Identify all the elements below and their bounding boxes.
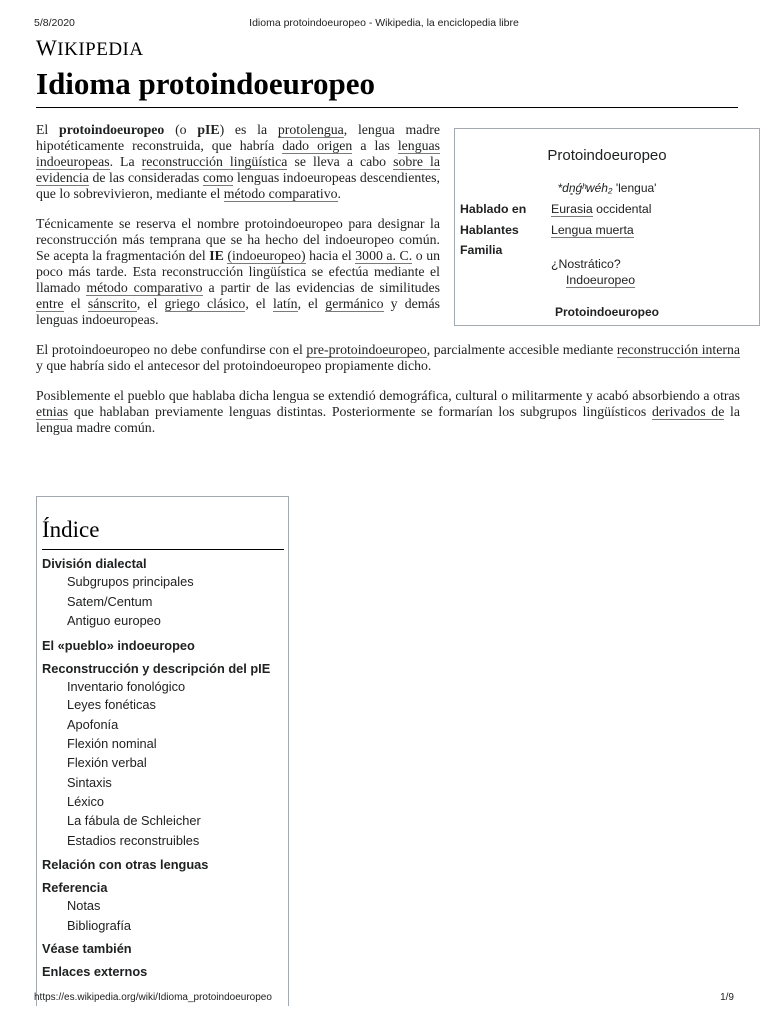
- text: Posiblemente el pueblo que hablaba dicha lengua se extendió demográfica, cultural o militarmente y acabó absorbiendo a otras: [36, 388, 740, 403]
- griego-clasico-link[interactable]: griego clásico: [164, 296, 246, 311]
- toc-item-bibliografia[interactable]: Bibliografía: [67, 918, 132, 933]
- derivados-de-link[interactable]: derivados de: [651, 404, 725, 419]
- toc-item-sintaxis[interactable]: Sintaxis: [67, 775, 112, 790]
- text: El protoindoeuropeo no debe confundirse con el: [36, 342, 307, 357]
- toc-item-flexion-verbal[interactable]: Flexión verbal: [67, 755, 147, 770]
- paragraph-technical: [36, 216, 440, 328]
- logo-rest: IKIPEDIA: [57, 39, 144, 60]
- metodo-comparativo-link[interactable]: método comparativo: [223, 186, 338, 201]
- infobox-title: Protoindoeuropeo: [547, 147, 667, 164]
- native-name: *dn̥ǵʰwéh₂: [557, 181, 613, 195]
- dead-language-link[interactable]: Lengua muerta: [551, 223, 634, 237]
- print-date: 5/8/2020: [34, 17, 75, 29]
- paragraph-intro: [36, 122, 440, 202]
- toc-item-satem-centum[interactable]: Satem/Centum: [67, 594, 153, 609]
- text: , el: [245, 296, 274, 311]
- toc-item-estadios[interactable]: Estadios reconstruibles: [67, 833, 200, 848]
- text: El: [36, 122, 60, 137]
- spoken-in-rest: occidental: [592, 202, 652, 216]
- paragraph-pre-pie: [36, 342, 740, 374]
- reconstruccion-linguistica-link[interactable]: reconstrucción lingüística: [141, 154, 288, 169]
- toc-item-pueblo[interactable]: El «pueblo» indoeuropeo: [42, 638, 195, 653]
- title-divider: [36, 107, 738, 108]
- toc-item-division-dialectal[interactable]: División dialectal: [42, 556, 147, 571]
- wikipedia-logo[interactable]: [36, 35, 144, 61]
- spoken-in-label: Hablado en: [460, 202, 527, 216]
- print-page-title: Idioma protoindoeuropeo - Wikipedia, la enciclopedia libre: [249, 17, 519, 29]
- como-link[interactable]: como: [202, 170, 234, 185]
- text: a las: [352, 138, 398, 153]
- text: o un poco más tarde. Esta reconstrucción lingüística se efectúa mediante el llamado: [36, 248, 440, 295]
- bold-term: IE: [209, 248, 224, 263]
- toc-item-apofonia[interactable]: Apofonía: [67, 717, 119, 732]
- page-title: Idioma protoindoeuropeo: [36, 66, 376, 101]
- indoeuropean-link[interactable]: Indoeuropeo: [566, 273, 636, 287]
- toc-item-notas[interactable]: Notas: [67, 898, 101, 913]
- text: , el: [297, 296, 326, 311]
- toc-item-referencia[interactable]: Referencia: [42, 880, 108, 895]
- protolengua-link[interactable]: protolengua: [277, 122, 344, 137]
- text: .: [337, 186, 341, 201]
- family-label: Familia: [460, 243, 503, 257]
- sanscrito-link[interactable]: sánscrito: [87, 296, 137, 311]
- toc-item-reconstruccion[interactable]: Reconstrucción y descripción del pIE: [42, 661, 271, 676]
- entre-link[interactable]: entre: [36, 296, 64, 311]
- eurasia-link[interactable]: Eurasia: [551, 202, 593, 216]
- page-url: https://es.wikipedia.org/wiki/Idioma_protoindoeuropeo: [34, 992, 272, 1003]
- text: , lengua madre hipotéticamente reconstruida, que habría: [36, 122, 440, 153]
- text: y que habría sido el antecesor del protoindoeuropeo propiamente dicho.: [36, 358, 432, 373]
- text: la lengua madre común.: [36, 404, 741, 435]
- infobox-footer: Protoindoeuropeo: [555, 305, 659, 319]
- text: el: [63, 296, 88, 311]
- metodo-comparativo-link-2[interactable]: método comparativo: [86, 280, 203, 295]
- toc-title: Índice: [42, 517, 100, 542]
- toc-item-vease[interactable]: Véase también: [42, 941, 132, 956]
- bold-term: pIE: [197, 122, 220, 137]
- text: . La: [109, 154, 142, 169]
- logo-initial: W: [36, 35, 58, 60]
- text: (o: [164, 122, 198, 137]
- text: ) es la: [219, 122, 278, 137]
- family-nostratic: ¿Nostrático?: [551, 257, 621, 271]
- text: Técnicamente se reserva el nombre protoindoeuropeo para designar la reconstrucción más temprana que se ha hecho del indoeuropeo común. Se acepta la fragmentación del: [36, 216, 440, 263]
- paragraph-people: [36, 388, 740, 436]
- sobre-la-evidencia-link[interactable]: sobre la evidencia: [36, 154, 440, 185]
- pre-protoindoeuropeo-link[interactable]: pre-protoindoeuropeo: [306, 342, 427, 357]
- toc-item-subgrupos[interactable]: Subgrupos principales: [67, 574, 194, 589]
- reconstruccion-interna-link[interactable]: reconstrucción interna: [616, 342, 741, 357]
- latin-link[interactable]: latín: [273, 296, 298, 311]
- toc-item-fabula[interactable]: La fábula de Schleicher: [67, 813, 201, 828]
- etnias-link[interactable]: etnias: [36, 404, 69, 419]
- germanico-link[interactable]: germánico: [325, 296, 384, 311]
- toc-item-antiguo-europeo[interactable]: Antiguo europeo: [67, 613, 161, 628]
- indoeuropeo-link[interactable]: (indoeuropeo): [227, 248, 306, 263]
- toc-item-flexion-nominal[interactable]: Flexión nominal: [67, 736, 157, 751]
- toc-divider: [42, 549, 284, 550]
- native-gloss: 'lengua': [615, 181, 657, 195]
- 3000-ac-link[interactable]: 3000 a. C.: [355, 248, 413, 263]
- lenguas-indoeuropeas-link[interactable]: lenguas indoeuropeas: [36, 138, 440, 169]
- toc-item-enlaces[interactable]: Enlaces externos: [42, 964, 148, 979]
- page-number: 1/9: [720, 992, 734, 1003]
- print-header: [34, 17, 734, 31]
- table-of-contents: [36, 496, 289, 1006]
- text: que hablaban previamente lenguas distintas. Posteriormente se formarían los subgrupos lingüísticos: [68, 404, 652, 419]
- text: a partir de las evidencias de similitudes: [202, 280, 440, 295]
- text: se lleva a cabo: [287, 154, 394, 169]
- text: hacia el: [305, 248, 356, 263]
- text: , el: [136, 296, 165, 311]
- bold-term: protoindoeuropeo: [59, 122, 165, 137]
- toc-item-lexico[interactable]: Léxico: [67, 794, 104, 809]
- speakers-label: Hablantes: [460, 223, 519, 237]
- toc-item-inventario[interactable]: Inventario fonológico: [67, 679, 186, 694]
- article-body: [36, 122, 740, 450]
- text: de las consideradas: [88, 170, 203, 185]
- text: lenguas indoeuropeas descendientes, que lo sobrevivieron, mediante el: [36, 170, 440, 201]
- dado-origen-link[interactable]: dado origen: [282, 138, 353, 153]
- toc-item-leyes[interactable]: Leyes fonéticas: [67, 697, 156, 712]
- text: y demás lenguas indoeuropeas.: [36, 296, 440, 327]
- toc-item-relacion[interactable]: Relación con otras lenguas: [42, 857, 209, 872]
- text: , parcialmente accesible mediante: [426, 342, 617, 357]
